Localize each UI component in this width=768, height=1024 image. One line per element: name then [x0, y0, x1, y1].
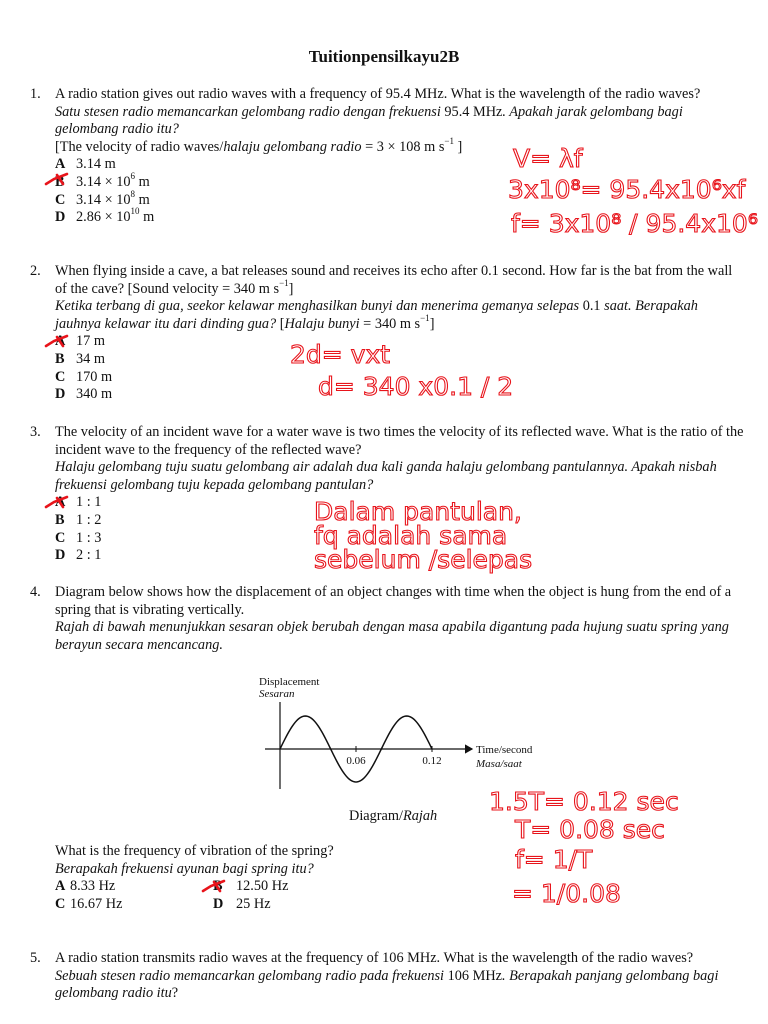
question-4 — [30, 584, 745, 654]
handwriting-line: = 1/0.08 — [512, 879, 621, 908]
question-text-ms: Ketika terbang di gua, seekor kelawar menghasilkan bunyi dan menerima gemanya selepas 0.1 saat. Berapakah jauhnya kelawar itu dari dinding gua? [Halaju bunyi = 340 m $s^{-1}$] — [55, 298, 698, 332]
option-d[interactable]: D 2 : 1 — [55, 547, 102, 564]
handwriting-q3 — [312, 496, 562, 586]
option-c[interactable]: C 170 m — [55, 368, 113, 385]
option-b[interactable]: B 1 : 2 — [55, 511, 102, 528]
option-d-letter[interactable]: D — [213, 895, 224, 912]
option-d[interactable]: D 340 m — [55, 386, 113, 403]
handwriting-line: 2d= vxt — [290, 340, 391, 369]
question-text-ms: Sebuah stesen radio memancarkan gelombang radio pada frekuensi 106 MHz. Berapakah panjang gelombang bagi gelombang radio itu? — [55, 967, 719, 1002]
answer-tick-q3 — [42, 493, 72, 513]
y-axis-label: Displacement — [259, 676, 320, 688]
option-b-letter[interactable]: B — [213, 878, 223, 895]
x-tick-0-12: 0.12 — [422, 755, 442, 767]
handwriting-line: d= 340 x0.1 / 2 — [318, 372, 514, 401]
answer-tick-q4 — [199, 877, 229, 897]
x-axis-label-ms: Masa/saat — [476, 758, 522, 770]
handwriting-q4 — [487, 782, 702, 932]
question-5 — [30, 950, 745, 1003]
option-b[interactable]: B $3.14 \times 10^6$ m — [55, 171, 150, 190]
question-text-ms: Berapakah frekuensi ayunan bagi spring itu? — [55, 860, 314, 877]
handwriting-line: Dalam pantulan, — [314, 497, 522, 526]
option-b[interactable]: B 34 m — [55, 350, 105, 367]
question-text-en: What is the frequency of vibration of the spring? — [55, 843, 334, 859]
question-number: 1. — [30, 86, 41, 102]
option-a[interactable]: A 17 m — [55, 333, 105, 350]
option-c[interactable]: 16.67 Hz — [70, 895, 123, 912]
handwriting-line: f= 3x10⁸ / 95.4x10⁶ — [511, 209, 758, 238]
handwriting-q2 — [290, 335, 514, 425]
handwriting-line: 1.5T= 0.12 sec — [489, 787, 679, 816]
x-tick-0-06: 0.06 — [346, 755, 366, 767]
question-text-ms: Satu stesen radio memancarkan gelombang radio dengan frekuensi 95.4 MHz. Apakah jarak gelombang bagi gelombang radio itu? — [55, 103, 683, 138]
handwriting-line: T= 0.08 sec — [515, 815, 665, 844]
option-d[interactable]: 25 Hz — [236, 895, 271, 912]
question-text-en: A radio station transmits radio waves at the frequency of 106 MHz. What is the wavelength of the radio waves? — [55, 950, 694, 966]
question-text-en: The velocity of an incident wave for a water wave is two times the velocity of its reflected wave. What is the ratio of the incident wave to the frequency of the reflected wave? — [55, 424, 744, 458]
diagram-caption: Diagram/Rajah — [349, 808, 438, 824]
answer-tick-q2 — [42, 332, 72, 352]
handwriting-line: f= 1/T — [515, 845, 593, 874]
question-number: 2. — [30, 263, 41, 279]
question-text-ms: Rajah di bawah menunjukkan sesaran objek berubah dengan masa apabila digantung pada hujung suatu spring yang berayun secara mencancang. — [55, 619, 729, 653]
question-number: 3. — [30, 424, 41, 440]
x-axis-label: Time/second — [476, 744, 533, 756]
y-axis-label-ms: Sesaran — [259, 688, 295, 700]
option-c[interactable]: C 1 : 3 — [55, 529, 102, 546]
document-title: Tuitionpensilkayu2B — [308, 47, 460, 66]
option-a[interactable]: A 1 : 1 — [55, 494, 102, 511]
answer-tick-q1 — [42, 170, 72, 190]
option-d[interactable]: D $2.86 \times 10^{10}$ m — [55, 206, 155, 226]
question-number: 5. — [30, 950, 41, 966]
displacement-time-graph — [255, 672, 545, 790]
handwriting-q1 — [508, 140, 758, 255]
handwriting-line: fq adalah sama — [314, 521, 508, 550]
handwriting-line: V= λf — [513, 144, 583, 173]
option-a[interactable]: A 3.14 m — [55, 156, 116, 173]
question-text-en: When flying inside a cave, a bat releases sound and receives its echo after 0.1 second. How far is the bat from the wall of the cave? [Sound velocity = 340 m $s^{-1}$] — [55, 263, 733, 297]
question-text-ms: Halaju gelombang tuju suatu gelombang air adalah dua kali ganda halaju gelombang pantulannya. Apakah nisbah frekuensi gelombang tuju kepada gelombang pantulan? — [55, 459, 717, 493]
option-a-letter[interactable]: A — [55, 878, 66, 895]
option-c-letter[interactable]: C — [55, 895, 66, 912]
question-text-en: Diagram below shows how the displacement of an object changes with time when the object is hung from the end of a spring that is vibrating vertically. — [55, 584, 732, 618]
option-a[interactable]: 8.33 Hz — [70, 878, 116, 895]
question-number: 4. — [30, 584, 41, 600]
question-given-info: [The velocity of radio waves/halaju gelombang radio = 3 × 108 m $s^{-1}$ ] — [55, 136, 463, 155]
handwriting-line: sebelum /selepas — [314, 545, 533, 574]
option-c[interactable]: C $3.14 \times 10^8$ m — [55, 188, 150, 208]
option-b[interactable]: 12.50 Hz — [236, 878, 289, 895]
question-text-en: A radio station gives out radio waves with a frequency of 95.4 MHz. What is the wavelength of the radio waves? — [55, 86, 701, 102]
handwriting-line: 3x10⁸= 95.4x10⁶xf — [508, 175, 746, 204]
